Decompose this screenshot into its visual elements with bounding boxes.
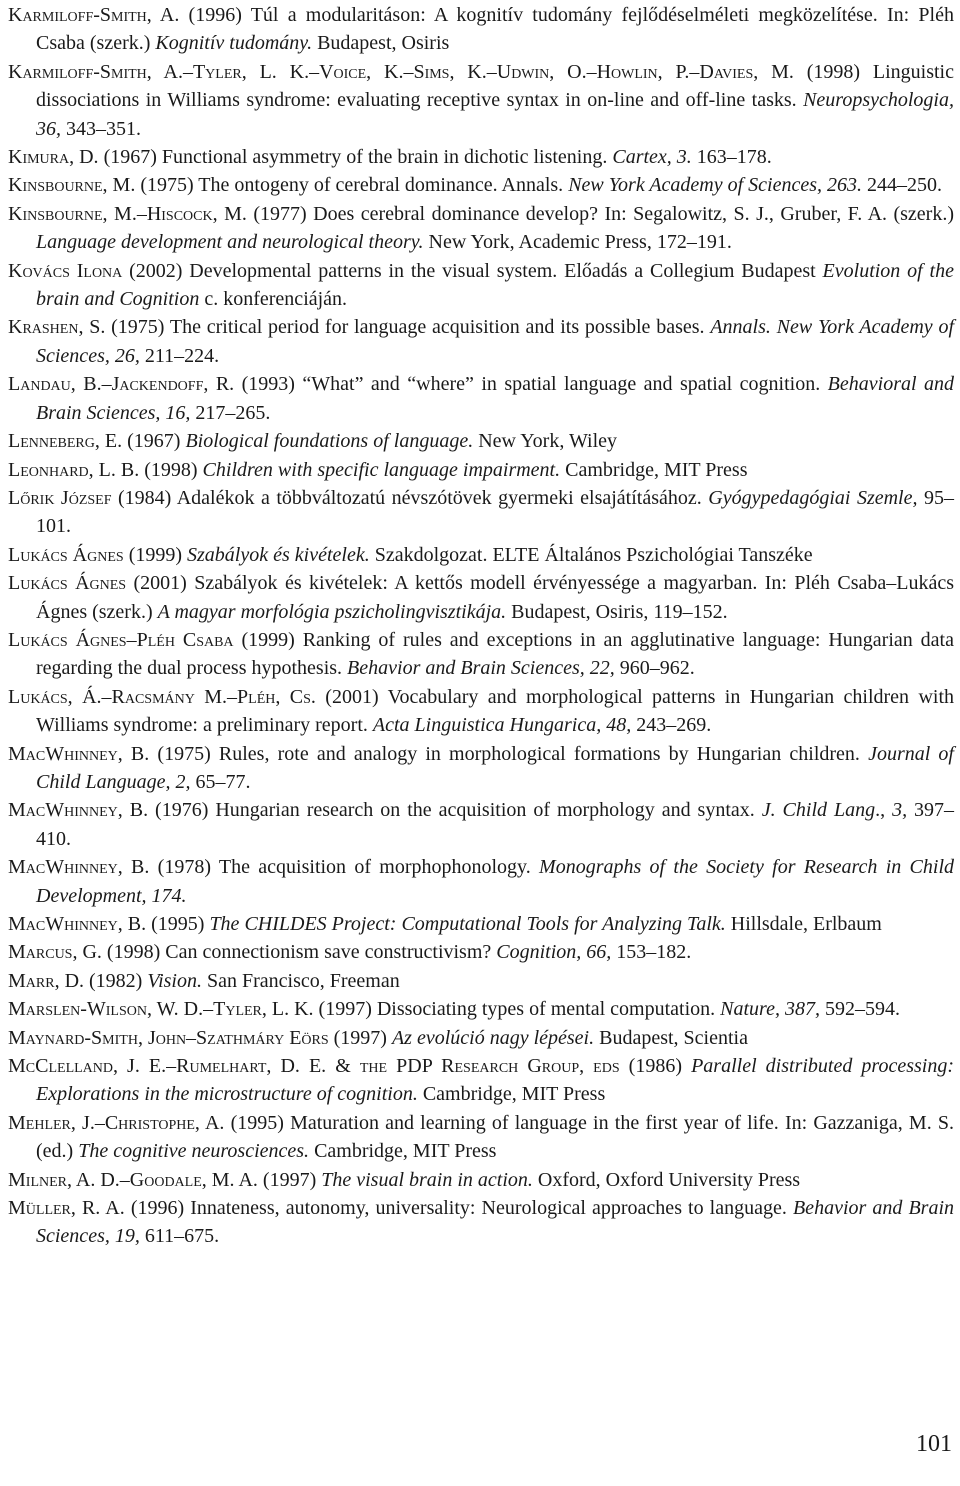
- reference-text: 65–77.: [190, 770, 251, 793]
- reference-entry: [8, 484, 954, 541]
- reference-entry: [8, 200, 954, 257]
- reference-entry: [8, 1, 954, 58]
- reference-author: Marr, D.: [8, 969, 85, 992]
- reference-text: Cambridge, MIT Press: [309, 1140, 497, 1163]
- reference-entry: [8, 171, 954, 199]
- reference-entry: [8, 683, 954, 740]
- reference-author: Kinsbourne, M.: [8, 174, 136, 197]
- reference-author: Krashen, S.: [8, 316, 106, 339]
- reference-title: Evolution of the brain and Cognition: [36, 259, 954, 311]
- reference-text: Oxford, Oxford University Press: [532, 1168, 801, 1191]
- reference-title: New York Academy of Sciences, 263.: [568, 174, 863, 197]
- reference-author: Maynard-Smith, John–Szathmáry Eörs: [8, 1026, 329, 1049]
- reference-title: Children with specific language impairment.: [202, 458, 561, 481]
- reference-author: Mehler, J.–Christophe, A.: [8, 1111, 225, 1134]
- reference-author: Marslen-Wilson, W. D.–Tyler, L. K.: [8, 998, 314, 1021]
- reference-entry: [8, 740, 954, 797]
- reference-entry: [8, 58, 954, 143]
- reference-text: Budapest, Osiris: [312, 32, 450, 55]
- reference-title: Behavioral and Brain Sciences, 16,: [36, 373, 954, 424]
- reference-text: (1999) Ranking of rules and exceptions in an agglutinative language: Hungarian data regarding the dual process hypothesis.: [36, 628, 954, 680]
- reference-text: 397–410.: [36, 799, 955, 850]
- reference-entry: [8, 853, 954, 910]
- reference-text: 343–351.: [61, 117, 141, 140]
- reference-entry: [8, 1194, 954, 1251]
- reference-author: Kimura, D.: [8, 146, 99, 169]
- reference-title: Cognition, 66,: [496, 941, 612, 964]
- reference-text: 153–182.: [611, 941, 692, 964]
- reference-entry: [8, 1024, 954, 1052]
- reference-text: Szakdolgozat. ELTE Általános Pszichológiai Tanszéke: [369, 543, 813, 566]
- reference-text: 244–250.: [862, 174, 943, 197]
- reference-entry: [8, 626, 954, 683]
- reference-author: Lukács Ágnes: [8, 572, 127, 595]
- reference-author: Müller, R. A.: [8, 1197, 125, 1220]
- reference-entry: [8, 427, 954, 455]
- reference-entry: [8, 910, 954, 938]
- reference-text: (1998) Can connectionism save constructivism?: [101, 941, 497, 964]
- reference-text: (1982): [84, 969, 148, 992]
- reference-title: Journal of Child Language, 2,: [36, 742, 954, 793]
- reference-author: MacWhinney, B.: [8, 856, 150, 879]
- reference-title: Vision.: [147, 969, 202, 992]
- reference-text: (1998): [139, 458, 203, 481]
- reference-text: (1997): [257, 1168, 322, 1191]
- reference-author: Kinsbourne, M.–Hiscock, M.: [8, 202, 247, 225]
- reference-text: 211–224.: [139, 344, 220, 367]
- reference-title: A magyar morfológia pszicholingvisztikája.: [157, 600, 507, 623]
- reference-text: (1986): [619, 1055, 692, 1078]
- reference-text: 163–178.: [691, 146, 772, 169]
- reference-author: Milner, A. D.–Goodale, M. A.: [8, 1168, 258, 1191]
- reference-title: The cognitive neurosciences.: [78, 1140, 310, 1163]
- reference-entry: [8, 1166, 954, 1194]
- reference-author: Karmiloff-Smith, A.: [8, 4, 180, 26]
- reference-author: Karmiloff-Smith, A.–Tyler, L. K.–Voice, K.–Sims, K.–Udwin, O.–Howlin, P.–Davies, M.: [8, 60, 794, 83]
- reference-text: 611–675.: [139, 1225, 220, 1248]
- reference-title: Monographs of the Society for Research in Child Development, 174.: [36, 856, 955, 907]
- reference-text: Cambridge, MIT Press: [560, 458, 748, 481]
- reference-author: McClelland, J. E.–Rumelhart, D. E. & the PDP Research Group, eds: [8, 1055, 620, 1078]
- reference-title: Neuropsychologia, 36,: [36, 89, 954, 140]
- reference-entry: [8, 456, 954, 484]
- reference-text: c. konferenciáján.: [199, 288, 348, 311]
- reference-title: Parallel distributed processing: Explorations in the microstructure of cognition.: [36, 1055, 954, 1106]
- reference-author: MacWhinney, B.: [8, 742, 150, 765]
- reference-title: Szabályok és kivételek.: [187, 543, 370, 566]
- reference-text: (1975) Rules, rote and analogy in morphological formations by Hungarian children.: [149, 742, 869, 765]
- reference-author: Landau, B.–Jackendoff, R.: [8, 373, 235, 396]
- reference-author: Lukács Ágnes–Pléh Csaba: [8, 628, 234, 651]
- reference-text: 217–265.: [190, 401, 271, 424]
- reference-title: 3,: [892, 799, 908, 822]
- reference-text: 243–269.: [631, 714, 712, 737]
- reference-title: Az evolúció nagy lépései.: [391, 1026, 595, 1049]
- reference-title: The visual brain in action.: [321, 1168, 533, 1191]
- reference-author: Lukács Ágnes: [8, 543, 124, 566]
- reference-title: Acta Linguistica Hungarica, 48,: [372, 714, 632, 737]
- reference-text: (1977) Does cerebral dominance develop? In: Segalowitz, S. J., Gruber, F. A. (szerk.): [246, 202, 954, 225]
- reference-text: San Francisco, Freeman: [201, 969, 400, 992]
- reference-text: (2001) Szabályok és kivételek: A kettős modell érvényessége a magyarban. In: Pléh Csaba–Lukács Ágnes (szerk.): [36, 572, 954, 623]
- reference-title: The CHILDES Project: Computational Tools for Analyzing Talk.: [209, 913, 726, 935]
- reference-title: Language development and neurological theory.: [36, 231, 424, 254]
- reference-entry: [8, 569, 954, 626]
- reference-author: MacWhinney, B.: [8, 799, 149, 822]
- reference-list: [8, 1, 954, 1251]
- reference-text: .,: [875, 799, 893, 822]
- reference-title: Nature, 387,: [720, 998, 820, 1021]
- reference-title: Kognitív tudomány.: [155, 32, 313, 55]
- reference-text: New York, Academic Press, 172–191.: [423, 231, 732, 254]
- reference-title: Behavior and Brain Sciences, 22,: [347, 657, 615, 680]
- page-number: 101: [916, 1431, 952, 1457]
- reference-text: (1967) Functional asymmetry of the brain in dichotic listening.: [98, 146, 613, 169]
- reference-text: (2001) Vocabulary and morphological patterns in Hungarian children with Williams syndrome: a preliminary report.: [36, 685, 954, 737]
- reference-text: (1993) “What” and “where” in spatial language and spatial cognition.: [234, 373, 828, 396]
- reference-text: (1995): [146, 913, 210, 935]
- reference-text: (1976) Hungarian research on the acquisition of morphology and syntax.: [148, 799, 762, 822]
- reference-entry: [8, 967, 954, 995]
- reference-text: (1996) Túl a modularitáson: A kognitív tudomány fejlődéselméleti megközelítése. In: Pléh Csaba (szerk.): [36, 4, 954, 55]
- reference-text: (1978) The acquisition of morphophonology.: [149, 856, 540, 879]
- reference-title: Annals. New York Academy of Sciences, 26,: [36, 316, 954, 367]
- reference-entry: [8, 313, 954, 370]
- reference-entry: [8, 796, 954, 853]
- reference-text: (1975) The ontogeny of cerebral dominance. Annals.: [135, 174, 569, 197]
- reference-title: Behavior and Brain Sciences, 19,: [36, 1197, 954, 1248]
- reference-text: 592–594.: [819, 998, 900, 1021]
- reference-text: (2002) Developmental patterns in the visual system. Előadás a Collegium Budapest: [122, 259, 823, 282]
- reference-text: (1975) The critical period for language acquisition and its possible bases.: [105, 316, 711, 339]
- reference-text: (1995) Maturation and learning of language in the first year of life. In: Gazzaniga, M. S. (ed.): [36, 1111, 954, 1163]
- reference-text: 960–962.: [614, 657, 695, 680]
- reference-title: Cartex, 3.: [612, 146, 692, 169]
- reference-entry: [8, 938, 954, 966]
- reference-author: Lukács, Á.–Racsmány M.–Pléh, Cs.: [8, 685, 316, 708]
- reference-author: Marcus, G.: [8, 941, 102, 964]
- reference-entry: [8, 995, 954, 1023]
- reference-text: (1967): [122, 430, 186, 453]
- reference-text: (1984) Adalékok a többváltozatú névszótövek gyermeki elsajátításához.: [111, 486, 709, 509]
- reference-title: J. Child Lang: [761, 799, 876, 822]
- reference-entry: [8, 1109, 954, 1166]
- reference-entry: [8, 541, 954, 569]
- reference-author: Kovács Ilona: [8, 259, 123, 282]
- reference-text: (1997) Dissociating types of mental computation.: [313, 998, 721, 1021]
- reference-entry: [8, 257, 954, 314]
- reference-author: Leonhard, L. B.: [8, 458, 140, 481]
- reference-text: Cambridge, MIT Press: [417, 1083, 606, 1106]
- reference-author: Lőrik József: [8, 486, 112, 509]
- reference-title: Biological foundations of language.: [185, 430, 474, 453]
- reference-entry: [8, 1052, 954, 1109]
- reference-entry: [8, 370, 954, 427]
- reference-author: MacWhinney, B.: [8, 913, 147, 935]
- reference-author: Lenneberg, E.: [8, 430, 123, 453]
- reference-text: Hillsdale, Erlbaum: [725, 913, 882, 935]
- reference-text: Budapest, Scientia: [594, 1026, 748, 1049]
- reference-text: 95–101.: [36, 486, 954, 538]
- reference-text: (1997): [328, 1026, 392, 1049]
- reference-text: Budapest, Osiris, 119–152.: [506, 600, 728, 623]
- reference-entry: [8, 143, 954, 171]
- reference-text: (1996) Innateness, autonomy, universality: Neurological approaches to language.: [124, 1197, 793, 1220]
- reference-text: (1999): [123, 543, 188, 566]
- reference-title: Gyógypedagógiai Szemle,: [708, 486, 918, 509]
- reference-text: New York, Wiley: [473, 430, 618, 453]
- reference-text: (1998) Linguistic dissociations in Williams syndrome: evaluating receptive syntax in on-line and off-line tasks.: [36, 60, 954, 112]
